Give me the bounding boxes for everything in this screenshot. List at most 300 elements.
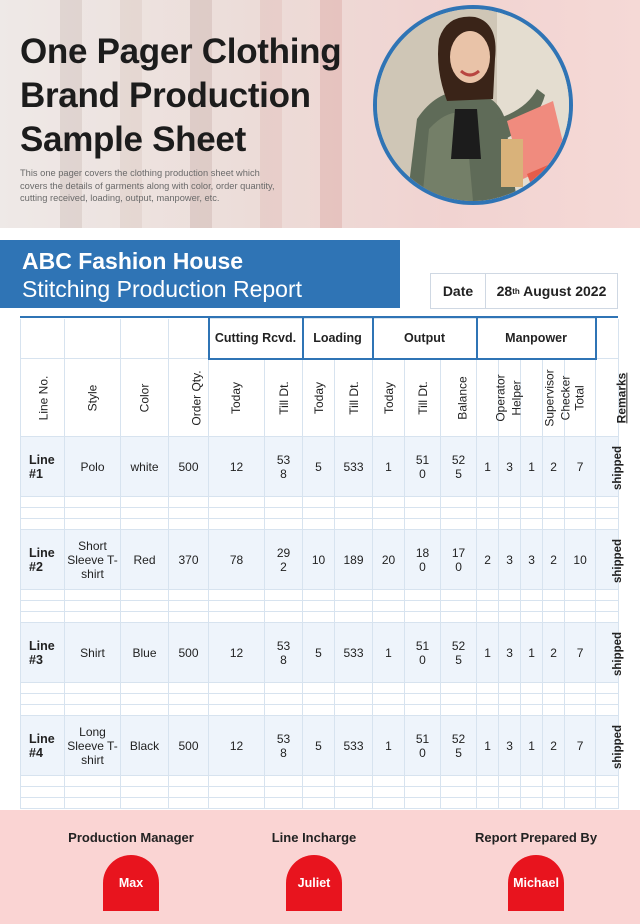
spacer-cell [499, 612, 521, 623]
col-header-balance: Balance [441, 359, 477, 437]
spacer-cell [303, 798, 335, 809]
spacer-cell [477, 705, 499, 716]
cell-helper: 3 [499, 530, 521, 590]
spacer-cell [265, 798, 303, 809]
cell-cut-till: 292 [265, 530, 303, 590]
col-header-style: Style [65, 359, 121, 437]
spacer-cell [265, 508, 303, 519]
group-loading: Loading [303, 319, 373, 359]
header-spacer [121, 319, 169, 359]
spacer-cell [596, 787, 619, 798]
spacer-cell [477, 787, 499, 798]
spacer-cell [209, 776, 265, 787]
spacer-cell [543, 590, 565, 601]
signature-label: Production Manager [68, 830, 194, 845]
spacer-cell [121, 798, 169, 809]
cell-load-today: 5 [303, 623, 335, 683]
spacer-cell [565, 694, 596, 705]
cell-style: Polo [65, 437, 121, 497]
col-header-total: Total [565, 359, 596, 437]
spacer-cell [303, 519, 335, 530]
cell-operator: 1 [477, 623, 499, 683]
spacer-cell [209, 590, 265, 601]
spacer-cell [121, 683, 169, 694]
spacer-cell [265, 694, 303, 705]
cell-helper: 3 [499, 716, 521, 776]
table-spacer-row [21, 787, 619, 798]
spacer-cell [65, 590, 121, 601]
spacer-cell [121, 705, 169, 716]
spacer-cell [477, 798, 499, 809]
spacer-cell [373, 508, 405, 519]
spacer-cell [373, 776, 405, 787]
spacer-cell [521, 508, 543, 519]
page-description: This one pager covers the clothing production sheet which covers the details of garments along with color, order quantity, cutting received, loading, output, manpower, etc. [20, 168, 275, 203]
spacer-cell [169, 787, 209, 798]
table-row [21, 530, 619, 590]
cell-balance: 170 [441, 530, 477, 590]
spacer-cell [265, 683, 303, 694]
cell-remarks: shipped [596, 530, 619, 590]
hero-header [0, 0, 640, 228]
header-spacer [169, 319, 209, 359]
spacer-cell [209, 705, 265, 716]
spacer-cell [169, 705, 209, 716]
spacer-cell [477, 601, 499, 612]
header-spacer [596, 319, 619, 359]
spacer-cell [521, 683, 543, 694]
spacer-cell [373, 519, 405, 530]
spacer-cell [405, 497, 441, 508]
spacer-cell [21, 705, 65, 716]
company-name: ABC Fashion House [22, 248, 244, 274]
spacer-cell [521, 694, 543, 705]
spacer-cell [169, 590, 209, 601]
spacer-cell [543, 705, 565, 716]
cell-balance: 525 [441, 623, 477, 683]
cell-total: 7 [565, 623, 596, 683]
spacer-cell [65, 508, 121, 519]
spacer-cell [441, 519, 477, 530]
spacer-cell [499, 519, 521, 530]
spacer-cell [543, 612, 565, 623]
spacer-cell [169, 694, 209, 705]
date-value [486, 274, 617, 308]
spacer-cell [499, 776, 521, 787]
spacer-cell [65, 787, 121, 798]
spacer-cell [441, 590, 477, 601]
cell-checker: 2 [543, 437, 565, 497]
cell-load-today: 5 [303, 716, 335, 776]
group-output: Output [373, 319, 477, 359]
date-box [430, 273, 618, 309]
table-spacer-row [21, 683, 619, 694]
signature-production-manager [60, 830, 202, 911]
spacer-cell [405, 705, 441, 716]
spacer-cell [209, 787, 265, 798]
spacer-cell [477, 497, 499, 508]
spacer-cell [21, 590, 65, 601]
spacer-cell [65, 683, 121, 694]
spacer-cell [265, 519, 303, 530]
cell-cut-today: 78 [209, 530, 265, 590]
spacer-cell [565, 612, 596, 623]
model-photo [377, 9, 569, 201]
spacer-cell [373, 694, 405, 705]
spacer-cell [121, 612, 169, 623]
spacer-cell [303, 705, 335, 716]
spacer-cell [209, 508, 265, 519]
spacer-cell [521, 776, 543, 787]
col-header-checker: Checker [543, 359, 565, 437]
spacer-cell [21, 798, 65, 809]
spacer-cell [303, 508, 335, 519]
cell-line: Line #1 [21, 437, 65, 497]
spacer-cell [121, 590, 169, 601]
spacer-cell [441, 694, 477, 705]
spacer-cell [303, 590, 335, 601]
spacer-cell [405, 612, 441, 623]
cell-total: 7 [565, 437, 596, 497]
cell-color: Blue [121, 623, 169, 683]
spacer-cell [543, 694, 565, 705]
spacer-cell [441, 798, 477, 809]
signature-stamp: Max [103, 855, 159, 911]
cell-out-today: 20 [373, 530, 405, 590]
spacer-cell [373, 798, 405, 809]
spacer-cell [373, 705, 405, 716]
cell-load-till: 533 [335, 716, 373, 776]
cell-balance: 525 [441, 437, 477, 497]
spacer-cell [596, 497, 619, 508]
spacer-cell [169, 798, 209, 809]
spacer-cell [477, 508, 499, 519]
group-cutting: Cutting Rcvd. [209, 319, 303, 359]
spacer-cell [565, 497, 596, 508]
spacer-cell [565, 798, 596, 809]
spacer-cell [596, 694, 619, 705]
cell-cut-today: 12 [209, 437, 265, 497]
cell-remarks: shipped [596, 437, 619, 497]
spacer-cell [209, 612, 265, 623]
col-header-load-till: Till Dt. [335, 359, 373, 437]
spacer-cell [21, 694, 65, 705]
col-header-helper: Helper [499, 359, 521, 437]
spacer-cell [441, 612, 477, 623]
cell-cut-today: 12 [209, 716, 265, 776]
signature-footer [0, 810, 640, 924]
col-header-out-today: Today [373, 359, 405, 437]
spacer-cell [265, 612, 303, 623]
spacer-cell [596, 612, 619, 623]
spacer-cell [303, 497, 335, 508]
spacer-cell [303, 612, 335, 623]
cell-load-today: 10 [303, 530, 335, 590]
spacer-cell [121, 519, 169, 530]
header-spacer [21, 319, 65, 359]
spacer-cell [543, 787, 565, 798]
cell-color: white [121, 437, 169, 497]
spacer-cell [209, 694, 265, 705]
spacer-cell [65, 497, 121, 508]
spacer-cell [565, 787, 596, 798]
table-row [21, 437, 619, 497]
cell-helper: 3 [499, 623, 521, 683]
cell-out-today: 1 [373, 623, 405, 683]
spacer-cell [499, 508, 521, 519]
date-suffix: th [512, 286, 520, 296]
spacer-cell [521, 787, 543, 798]
cell-load-till: 533 [335, 437, 373, 497]
col-header-remarks: Remarks [596, 359, 619, 437]
spacer-cell [21, 683, 65, 694]
spacer-cell [335, 590, 373, 601]
spacer-cell [405, 590, 441, 601]
spacer-cell [596, 601, 619, 612]
col-header-supervisor: Supervisor [521, 359, 543, 437]
col-header-cut-till: Till Dt. [265, 359, 303, 437]
cell-load-till: 189 [335, 530, 373, 590]
col-header-line-no: Line No. [21, 359, 65, 437]
spacer-cell [335, 601, 373, 612]
cell-remarks: shipped [596, 716, 619, 776]
spacer-cell [169, 776, 209, 787]
spacer-cell [521, 497, 543, 508]
cell-operator: 1 [477, 437, 499, 497]
spacer-cell [499, 694, 521, 705]
spacer-cell [499, 705, 521, 716]
spacer-cell [265, 601, 303, 612]
spacer-cell [521, 705, 543, 716]
spacer-cell [477, 776, 499, 787]
spacer-cell [209, 601, 265, 612]
cell-operator: 1 [477, 716, 499, 776]
spacer-cell [596, 776, 619, 787]
cell-line: Line #3 [21, 623, 65, 683]
spacer-cell [565, 590, 596, 601]
spacer-cell [303, 694, 335, 705]
cell-style: Short Sleeve T-shirt [65, 530, 121, 590]
cell-out-till: 180 [405, 530, 441, 590]
spacer-cell [209, 497, 265, 508]
spacer-cell [265, 590, 303, 601]
report-banner [0, 240, 400, 308]
spacer-cell [335, 705, 373, 716]
woman-shopping-illustration [377, 9, 569, 201]
spacer-cell [565, 519, 596, 530]
production-table [20, 318, 629, 809]
table-spacer-row [21, 508, 619, 519]
spacer-cell [477, 612, 499, 623]
spacer-cell [499, 787, 521, 798]
spacer-cell [265, 497, 303, 508]
table-spacer-row [21, 601, 619, 612]
spacer-cell [441, 508, 477, 519]
signature-stamp: Michael [508, 855, 564, 911]
signature-label: Line Incharge [271, 830, 357, 845]
spacer-cell [405, 694, 441, 705]
spacer-cell [65, 776, 121, 787]
col-header-load-today: Today [303, 359, 335, 437]
spacer-cell [543, 683, 565, 694]
spacer-cell [335, 776, 373, 787]
spacer-cell [499, 601, 521, 612]
spacer-cell [405, 508, 441, 519]
table-body [21, 437, 625, 809]
spacer-cell [373, 612, 405, 623]
spacer-cell [499, 798, 521, 809]
signature-label: Report Prepared By [474, 830, 598, 845]
spacer-cell [209, 798, 265, 809]
spacer-cell [65, 705, 121, 716]
spacer-cell [169, 601, 209, 612]
cell-out-till: 510 [405, 623, 441, 683]
spacer-cell [169, 519, 209, 530]
cell-helper: 3 [499, 437, 521, 497]
spacer-cell [21, 508, 65, 519]
spacer-cell [121, 694, 169, 705]
cell-out-till: 510 [405, 716, 441, 776]
cell-color: Red [121, 530, 169, 590]
spacer-cell [373, 787, 405, 798]
table-spacer-row [21, 497, 619, 508]
spacer-cell [521, 612, 543, 623]
spacer-cell [596, 705, 619, 716]
cell-total: 10 [565, 530, 596, 590]
signature-line-incharge [259, 830, 369, 911]
cell-operator: 2 [477, 530, 499, 590]
spacer-cell [373, 497, 405, 508]
col-header-out-till: Till Dt. [405, 359, 441, 437]
cell-line: Line #4 [21, 716, 65, 776]
table-spacer-row [21, 798, 619, 809]
spacer-cell [335, 694, 373, 705]
spacer-cell [521, 590, 543, 601]
cell-supervisor: 3 [521, 530, 543, 590]
spacer-cell [596, 519, 619, 530]
spacer-cell [21, 776, 65, 787]
spacer-cell [521, 798, 543, 809]
spacer-cell [169, 612, 209, 623]
spacer-cell [265, 776, 303, 787]
cell-style: Shirt [65, 623, 121, 683]
spacer-cell [441, 601, 477, 612]
cell-checker: 2 [543, 623, 565, 683]
col-header-operator: Operator [477, 359, 499, 437]
spacer-cell [169, 508, 209, 519]
spacer-cell [335, 612, 373, 623]
col-header-color: Color [121, 359, 169, 437]
cell-out-till: 510 [405, 437, 441, 497]
spacer-cell [335, 683, 373, 694]
spacer-cell [565, 683, 596, 694]
cell-cut-till: 538 [265, 437, 303, 497]
spacer-cell [596, 683, 619, 694]
cell-supervisor: 1 [521, 716, 543, 776]
spacer-cell [565, 705, 596, 716]
spacer-cell [441, 705, 477, 716]
production-table-container [20, 316, 629, 808]
spacer-cell [65, 601, 121, 612]
spacer-cell [335, 798, 373, 809]
spacer-cell [373, 683, 405, 694]
spacer-cell [265, 705, 303, 716]
spacer-cell [335, 497, 373, 508]
spacer-cell [303, 787, 335, 798]
spacer-cell [441, 683, 477, 694]
report-name: Stitching Production Report [22, 276, 302, 302]
cell-remarks: shipped [596, 623, 619, 683]
spacer-cell [521, 519, 543, 530]
spacer-cell [373, 601, 405, 612]
table-spacer-row [21, 519, 619, 530]
date-rest: August 2022 [519, 283, 607, 299]
table-spacer-row [21, 612, 619, 623]
cell-qty: 370 [169, 530, 209, 590]
cell-load-till: 533 [335, 623, 373, 683]
table-row [21, 716, 619, 776]
cell-checker: 2 [543, 530, 565, 590]
cell-qty: 500 [169, 623, 209, 683]
cell-checker: 2 [543, 716, 565, 776]
spacer-cell [543, 601, 565, 612]
spacer-cell [169, 497, 209, 508]
spacer-cell [543, 776, 565, 787]
spacer-cell [441, 787, 477, 798]
spacer-cell [303, 601, 335, 612]
spacer-cell [477, 683, 499, 694]
spacer-cell [121, 776, 169, 787]
spacer-cell [543, 497, 565, 508]
cell-qty: 500 [169, 716, 209, 776]
spacer-cell [373, 590, 405, 601]
spacer-cell [477, 519, 499, 530]
spacer-cell [121, 787, 169, 798]
spacer-cell [543, 798, 565, 809]
signature-stamp: Juliet [286, 855, 342, 911]
spacer-cell [65, 694, 121, 705]
spacer-cell [405, 776, 441, 787]
col-header-cut-today: Today [209, 359, 265, 437]
spacer-cell [499, 590, 521, 601]
spacer-cell [405, 519, 441, 530]
spacer-cell [303, 776, 335, 787]
spacer-cell [477, 694, 499, 705]
spacer-cell [335, 519, 373, 530]
spacer-cell [543, 508, 565, 519]
spacer-cell [521, 601, 543, 612]
spacer-cell [265, 787, 303, 798]
cell-supervisor: 1 [521, 623, 543, 683]
spacer-cell [499, 497, 521, 508]
spacer-cell [441, 497, 477, 508]
spacer-cell [121, 497, 169, 508]
spacer-cell [405, 601, 441, 612]
spacer-cell [499, 683, 521, 694]
cell-qty: 500 [169, 437, 209, 497]
group-manpower: Manpower [477, 319, 596, 359]
spacer-cell [596, 590, 619, 601]
spacer-cell [335, 787, 373, 798]
table-spacer-row [21, 776, 619, 787]
cell-color: Black [121, 716, 169, 776]
spacer-cell [565, 601, 596, 612]
cell-load-today: 5 [303, 437, 335, 497]
spacer-cell [21, 787, 65, 798]
spacer-cell [209, 683, 265, 694]
spacer-cell [121, 601, 169, 612]
model-photo-frame [373, 5, 573, 205]
